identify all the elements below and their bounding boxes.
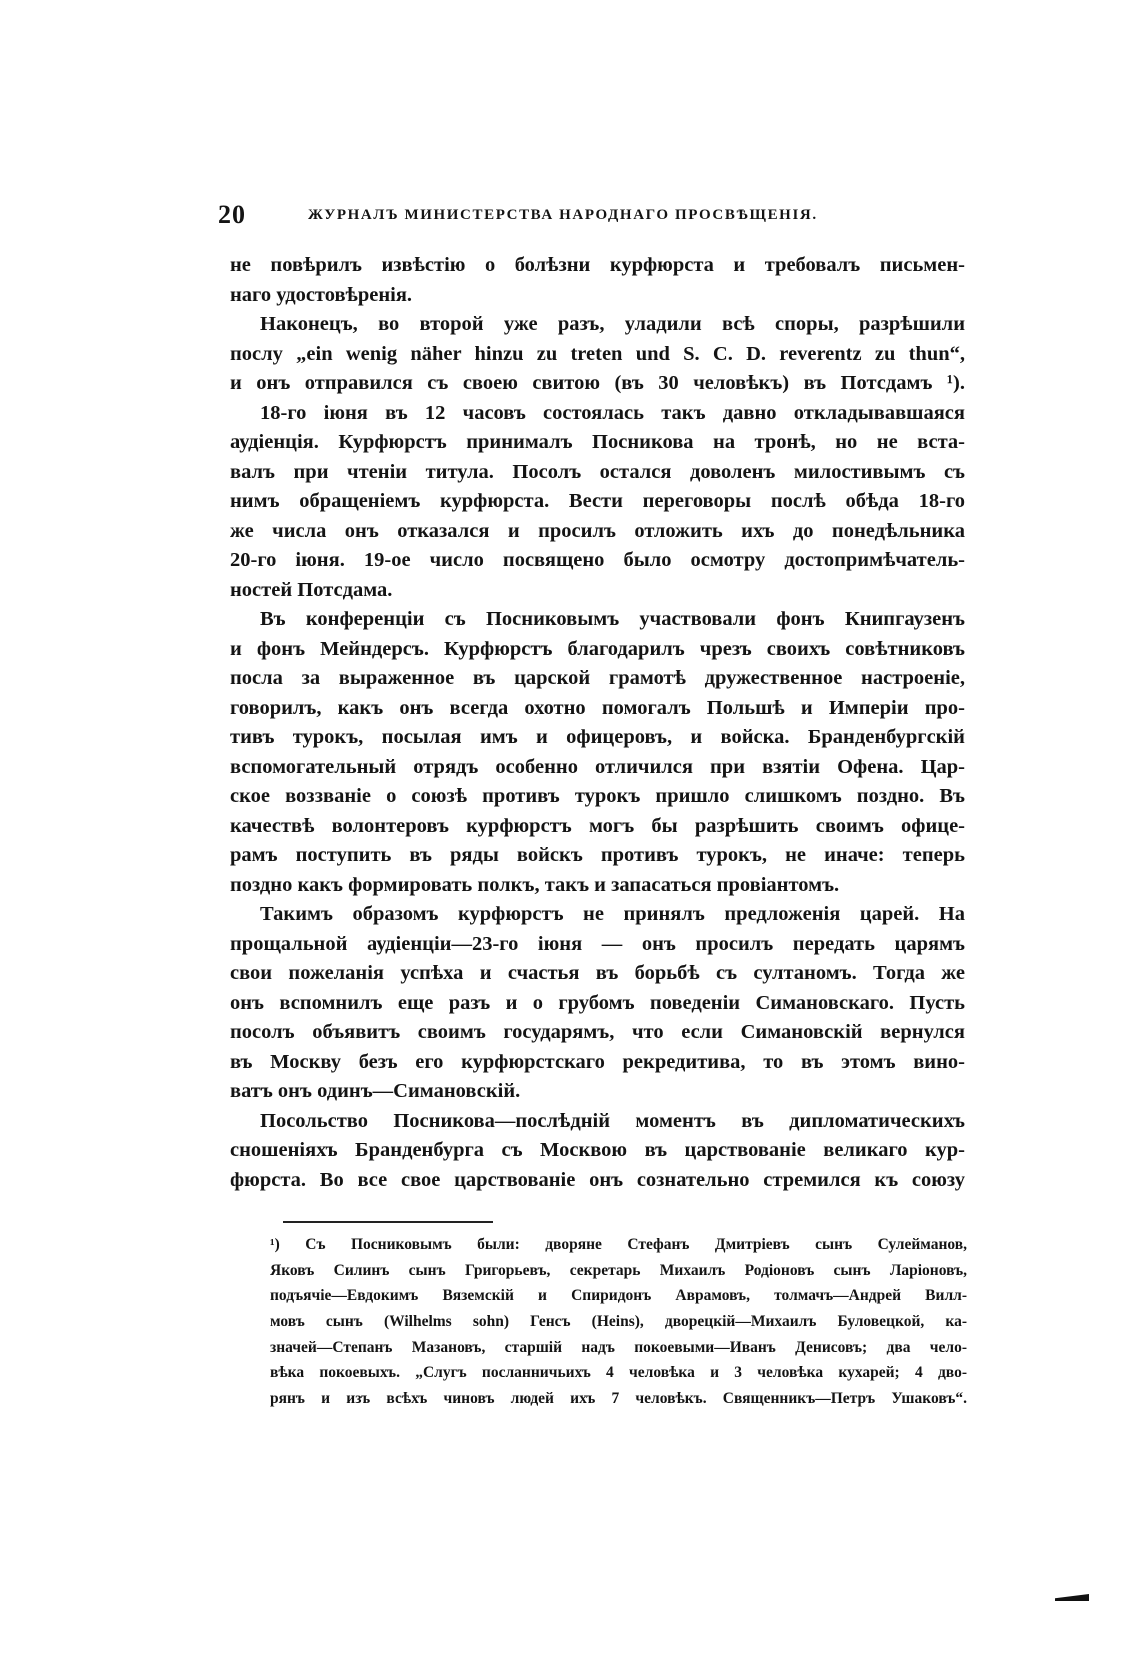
text-line: говорилъ, какъ онъ всегда охотно помогалъ Польшѣ и Имперіи про- <box>230 696 965 719</box>
text-line: ностей Потсдама. <box>230 578 393 601</box>
text-line: ватъ онъ одинъ—Симановскій. <box>230 1080 521 1102</box>
text-line: посла за выраженное въ царской грамотѣ дружественное настроеніе, <box>230 667 965 689</box>
footnote-line: Яковъ Силинъ сынъ Григорьевъ, секретарь Михаилъ Родіоновъ сынъ Ларіоновъ, <box>270 1261 967 1279</box>
text-line: посолъ объявитъ своимъ государямъ, что если Симановскій вернулся <box>230 1021 965 1043</box>
text-line: вспомогательный отрядъ особенно отличился при взятіи Офена. Цар- <box>230 755 965 778</box>
footnote-line: вѣка покоевыхъ. „Слугъ посланничьихъ 4 человѣка и 3 человѣка кухарей; 4 дво- <box>270 1364 967 1382</box>
text-line: 20-го іюня. 19-ое число посвящено было осмотру достопримѣчатель- <box>230 549 965 571</box>
main-text <box>230 251 965 1195</box>
footnote-line: мовъ сынъ (Wilhelms sohn) Генсъ (Heins), дворецкій—Михаилъ Буловецкой, ка- <box>270 1313 967 1331</box>
text-line: поздно какъ формировать полкъ, такъ и запасаться провіантомъ. <box>230 873 840 896</box>
text-line: не повѣрилъ извѣстію о болѣзни курфюрста и требовалъ письмен- <box>230 254 965 276</box>
text-line: аудіенція. Курфюрстъ принималъ Посникова на тронѣ, но не вста- <box>230 431 965 453</box>
text-line: и фонъ Мейндерсъ. Курфюрстъ благодарилъ чрезъ своихъ совѣтниковъ <box>230 637 965 660</box>
text-line: валъ при чтеніи титула. Посолъ остался доволенъ милостивымъ съ <box>230 460 965 483</box>
text-line: нимъ обращеніемъ курфюрста. Вести переговоры послѣ обѣда 18-го <box>230 490 965 512</box>
footnote-line: подъячіе—Евдокимъ Вяземскій и Спиридонъ Аврамовъ, толмачъ—Андрей Вилл- <box>270 1287 967 1305</box>
text-line: свои пожеланія успѣха и счастья въ борьбѣ съ султаномъ. Тогда же <box>230 962 965 984</box>
text-line: же числа онъ отказался и просилъ отложить ихъ до понедѣльника <box>230 519 965 542</box>
text-line: и онъ отправился съ своею свитою (въ 30 человѣкъ) въ Потсдамъ ¹). <box>230 372 965 394</box>
text-line: рамъ поступить въ ряды войскъ противъ турокъ, не иначе: теперь <box>230 844 965 866</box>
text-line: Наконецъ, во второй уже разъ, уладили всѣ споры, разрѣшили <box>260 313 965 335</box>
text-line: качествѣ волонтеровъ курфюрстъ могъ бы разрѣшить своимъ офице- <box>230 814 965 837</box>
footnote-line: рянъ и изъ всѣхъ чиновъ людей ихъ 7 человѣкъ. Священникъ—Петръ Ушаковъ“. <box>270 1390 967 1408</box>
text-line: послу „ein wenig näher hinzu zu treten und S. C. D. reverentz zu thun“, <box>230 342 965 365</box>
footnote-divider <box>283 1221 493 1223</box>
text-line: 18-го іюня въ 12 часовъ состоялась такъ давно откладывавшаяся <box>260 401 965 424</box>
text-line: Такимъ образомъ курфюрстъ не принялъ предложенія царей. На <box>260 903 965 925</box>
text-line: ское воззваніе о союзѣ противъ турокъ пришло слишкомъ поздно. Въ <box>230 785 965 807</box>
text-line: Въ конференціи съ Посниковымъ участвовали фонъ Книпгаузенъ <box>260 608 965 630</box>
text-line: наго удостовѣренія. <box>230 283 413 306</box>
footnote-line: значей—Степанъ Мазановъ, старшій надъ покоевыми—Иванъ Денисовъ; два чело- <box>270 1338 967 1356</box>
page-header <box>218 200 978 234</box>
text-line: сношеніяхъ Бранденбурга съ Москвою въ царствованіе великаго кур- <box>230 1139 965 1161</box>
footnote-line: ¹) Съ Посниковымъ были: дворяне Стефанъ Дмитріевъ сынъ Сулейманов, <box>270 1236 967 1253</box>
footnote <box>270 1232 967 1412</box>
page-number: 20 <box>218 200 246 229</box>
text-line: онъ вспомнилъ еще разъ и о грубомъ поведеніи Симановскаго. Пусть <box>230 991 965 1014</box>
text-line: въ Москву безъ его курфюрстскаго рекредитива, то въ этомъ вино- <box>230 1050 965 1073</box>
scan-edge-mark <box>1055 1594 1089 1601</box>
text-line: тивъ турокъ, посылая имъ и офицеровъ, и войска. Бранденбургскій <box>230 726 965 748</box>
text-line: прощальной аудіенціи—23-го іюня — онъ просилъ передать царямъ <box>230 932 965 955</box>
text-line: Посольство Посникова—послѣдній моментъ въ дипломатическихъ <box>260 1109 965 1132</box>
text-line: фюрста. Во все свое царствованіе онъ сознательно стремился къ союзу <box>230 1168 965 1191</box>
running-title: ЖУРНАЛЪ МИНИСТЕРСТВА НАРОДНАГО ПРОСВѢЩЕНІЯ. <box>308 207 818 223</box>
